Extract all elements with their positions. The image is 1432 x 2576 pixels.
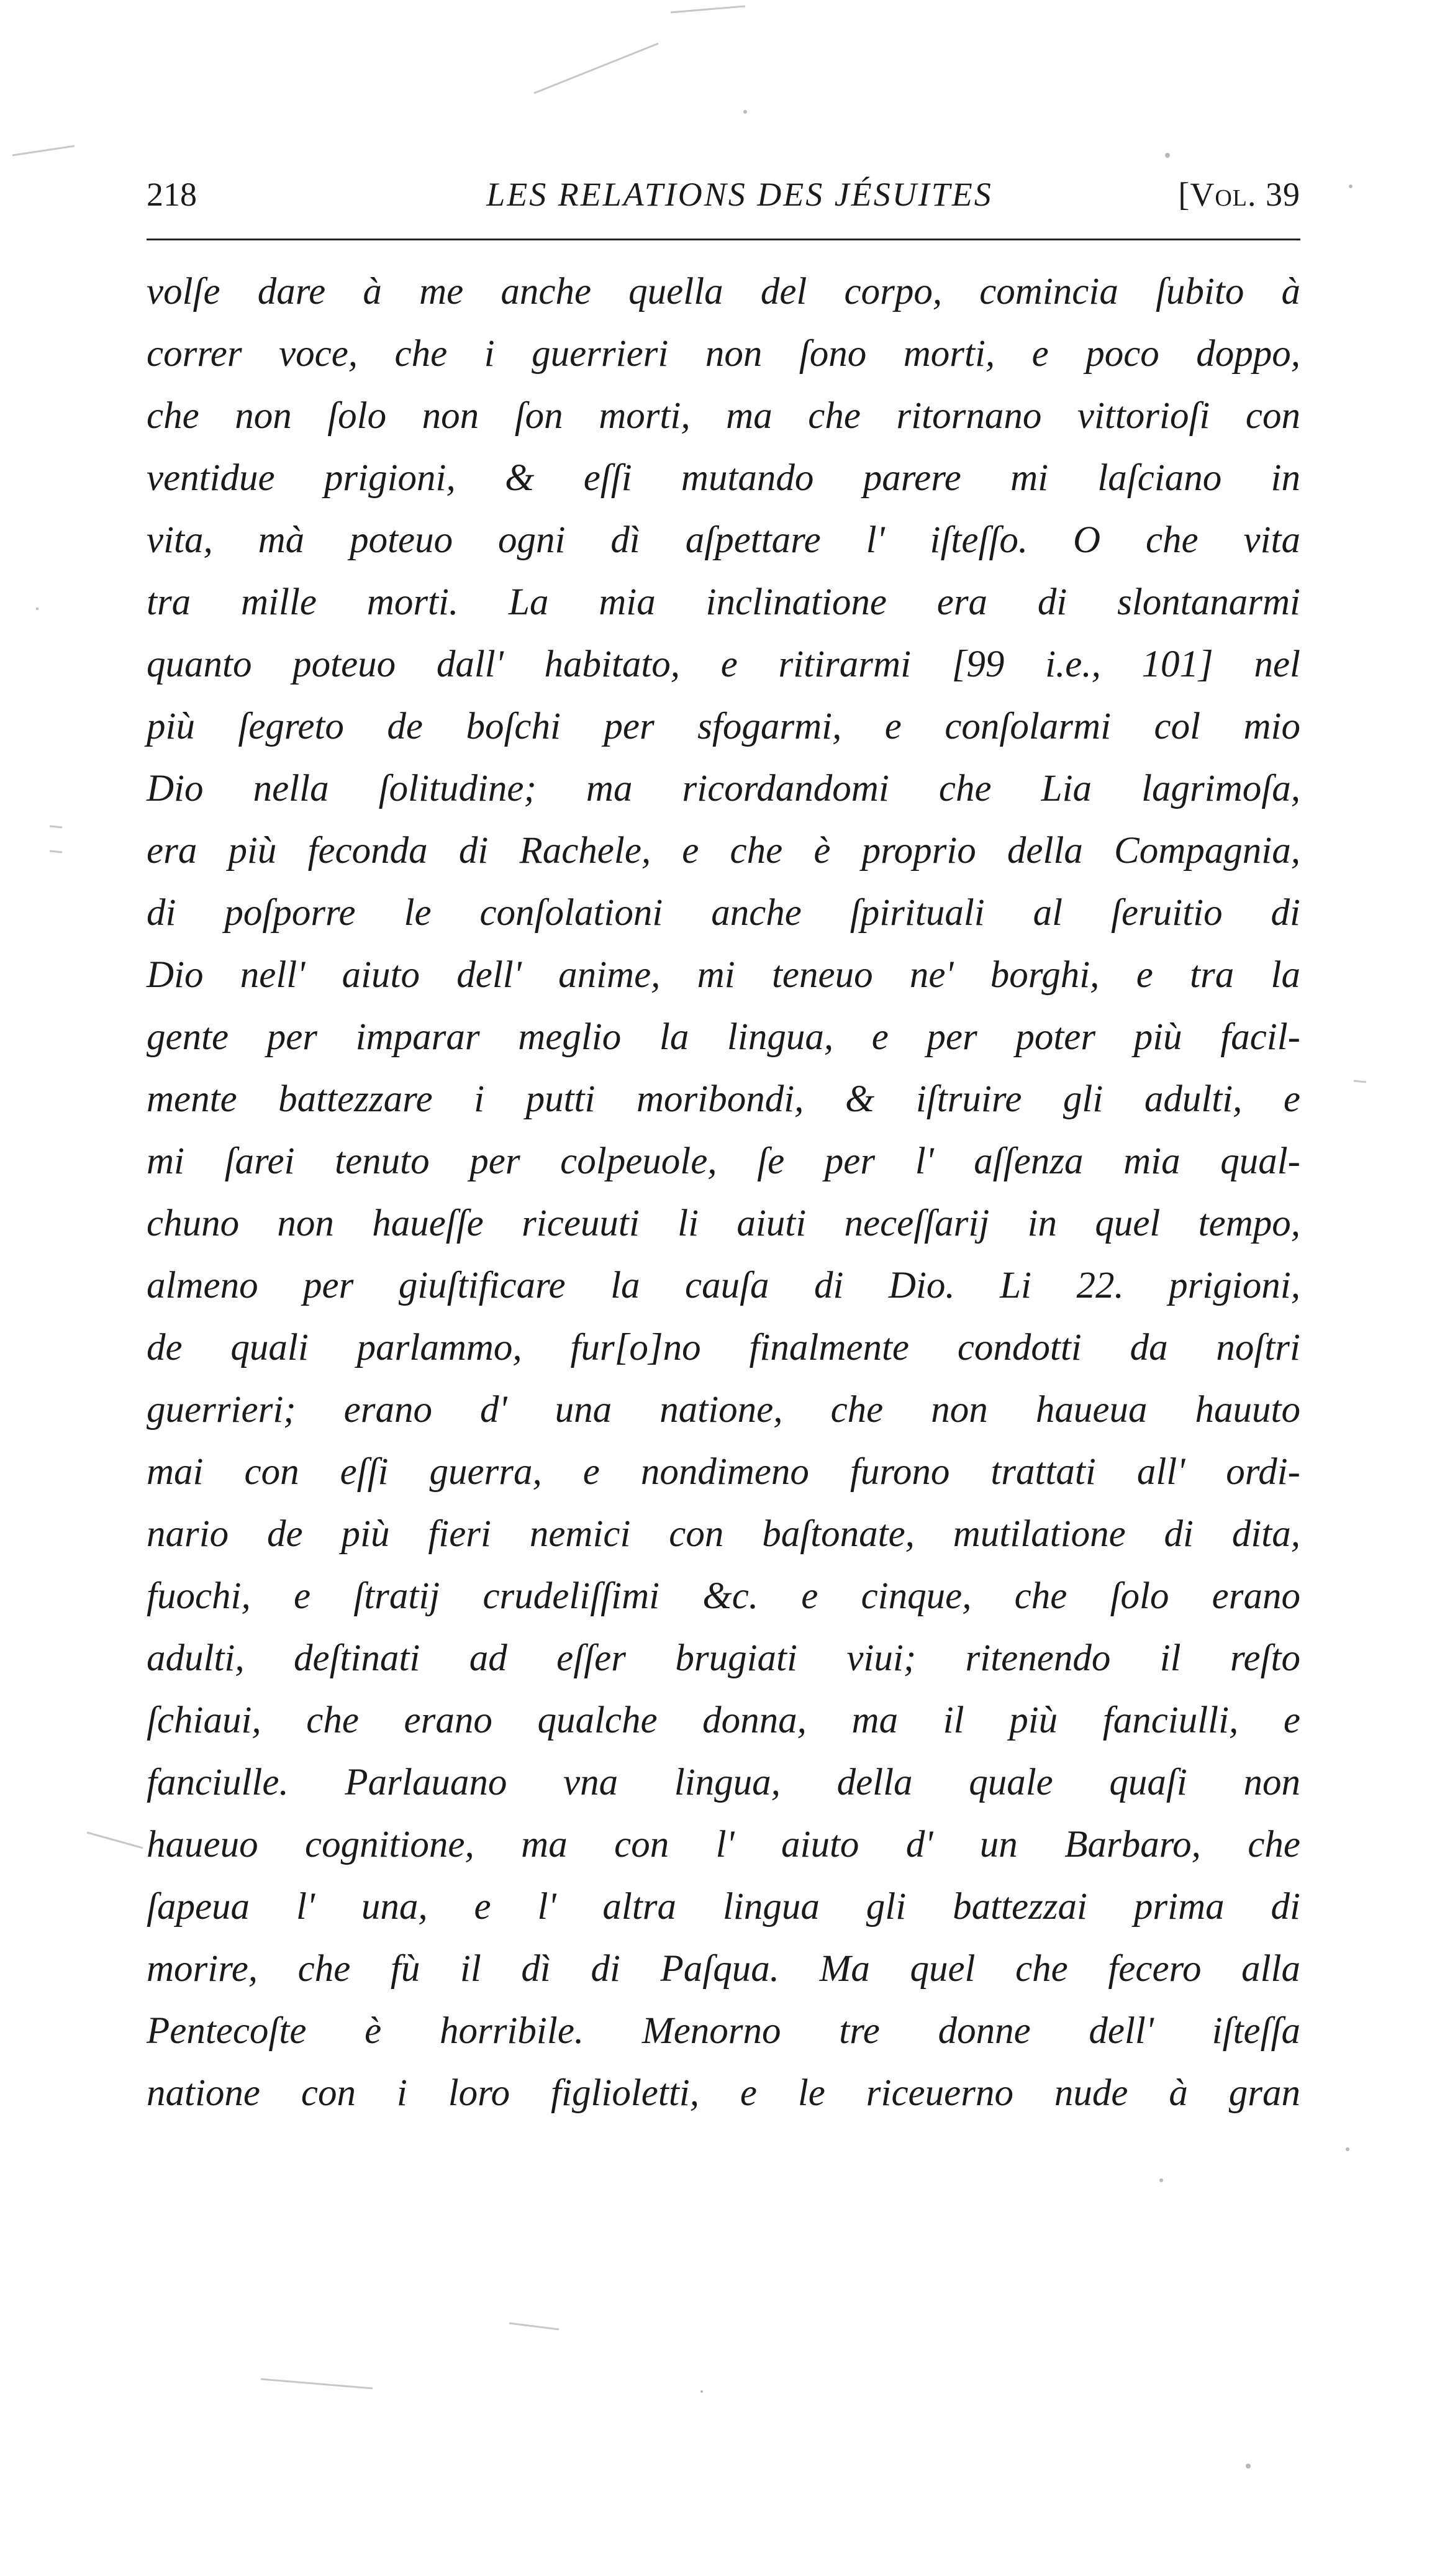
- text-line: ſapeua l' una, e l' altra lingua gli battezzai prima di: [147, 1886, 1300, 1927]
- text-line: che non ſolo non ſon morti, ma che ritornano vittorioſi con: [147, 395, 1300, 437]
- text-line: fanciulle. Parlauano vna lingua, della quale quaſi non: [147, 1762, 1300, 1803]
- running-head: [147, 173, 1300, 216]
- text-line: ventidue prigioni, & eſſi mutando parere mi laſciano in: [147, 457, 1300, 499]
- page-number: 218: [147, 176, 197, 213]
- header-rule: [147, 239, 1300, 240]
- text-line: almeno per giuſtificare la cauſa di Dio. Li 22. prigioni,: [147, 1265, 1300, 1306]
- text-line: nario de più fieri nemici con baſtonate, mutilatione di dita,: [147, 1513, 1300, 1555]
- text-line: morire, che fù il dì di Paſqua. Ma quel che fecero alla: [147, 1948, 1300, 1990]
- text-line: era più feconda di Rachele, e che è proprio della Compagnia,: [147, 830, 1300, 872]
- text-line: tra mille morti. La mia inclinatione era di slontanarmi: [147, 581, 1300, 623]
- text-line: quanto poteuo dall' habitato, e ritirarmi [99 i.e., 101] nel: [147, 644, 1300, 685]
- text-line: vita, mà poteuo ogni dì aſpettare l' iſteſſo. O che vita: [147, 519, 1300, 561]
- text-line: mente battezzare i putti moribondi, & iſtruire gli adulti, e: [147, 1078, 1300, 1120]
- text-line: de quali parlammo, fur[o]no finalmente condotti da noſtri: [147, 1327, 1300, 1368]
- volume-label: [Vol. 39: [1178, 176, 1300, 213]
- text-line: natione con i loro figlioletti, e le riceuerno nude à gran: [147, 2072, 1300, 2114]
- text-line: guerrieri; erano d' una natione, che non haueua hauuto: [147, 1389, 1300, 1431]
- text-line: adulti, deſtinati ad eſſer brugiati viui; ritenendo il reſto: [147, 1637, 1300, 1679]
- text-line: mi ſarei tenuto per colpeuole, ſe per l' aſſenza mia qual-: [147, 1140, 1300, 1182]
- text-line: chuno non haueſſe riceuuti li aiuti neceſſarij in quel tempo,: [147, 1203, 1300, 1244]
- text-line: più ſegreto de boſchi per sfogarmi, e conſolarmi col mio: [147, 706, 1300, 747]
- text-line: fuochi, e ſtratij crudeliſſimi &c. e cinque, che ſolo erano: [147, 1575, 1300, 1617]
- text-line: gente per imparar meglio la lingua, e per poter più facil-: [147, 1016, 1300, 1058]
- text-line: Dio nell' aiuto dell' anime, mi teneuo ne' borghi, e tra la: [147, 954, 1300, 996]
- text-line: correr voce, che i guerrieri non ſono morti, e poco doppo,: [147, 333, 1300, 375]
- text-line: Dio nella ſolitudine; ma ricordandomi che Lia lagrimoſa,: [147, 768, 1300, 809]
- text-line: di poſporre le conſolationi anche ſpirituali al ſeruitio di: [147, 892, 1300, 934]
- text-line: haueuo cognitione, ma con l' aiuto d' un Barbaro, che: [147, 1824, 1300, 1865]
- body-text: [147, 261, 1300, 2124]
- text-line: volſe dare à me anche quella del corpo, comincia ſubito à: [147, 271, 1300, 312]
- text-line: ſchiaui, che erano qualche donna, ma il più fanciulli, e: [147, 1700, 1300, 1741]
- text-line: Pentecoſte è horribile. Menorno tre donne dell' iſteſſa: [147, 2010, 1300, 2052]
- text-line: mai con eſſi guerra, e nondimeno furono trattati all' ordi-: [147, 1451, 1300, 1493]
- running-title: LES RELATIONS DES JÉSUITES: [486, 176, 993, 213]
